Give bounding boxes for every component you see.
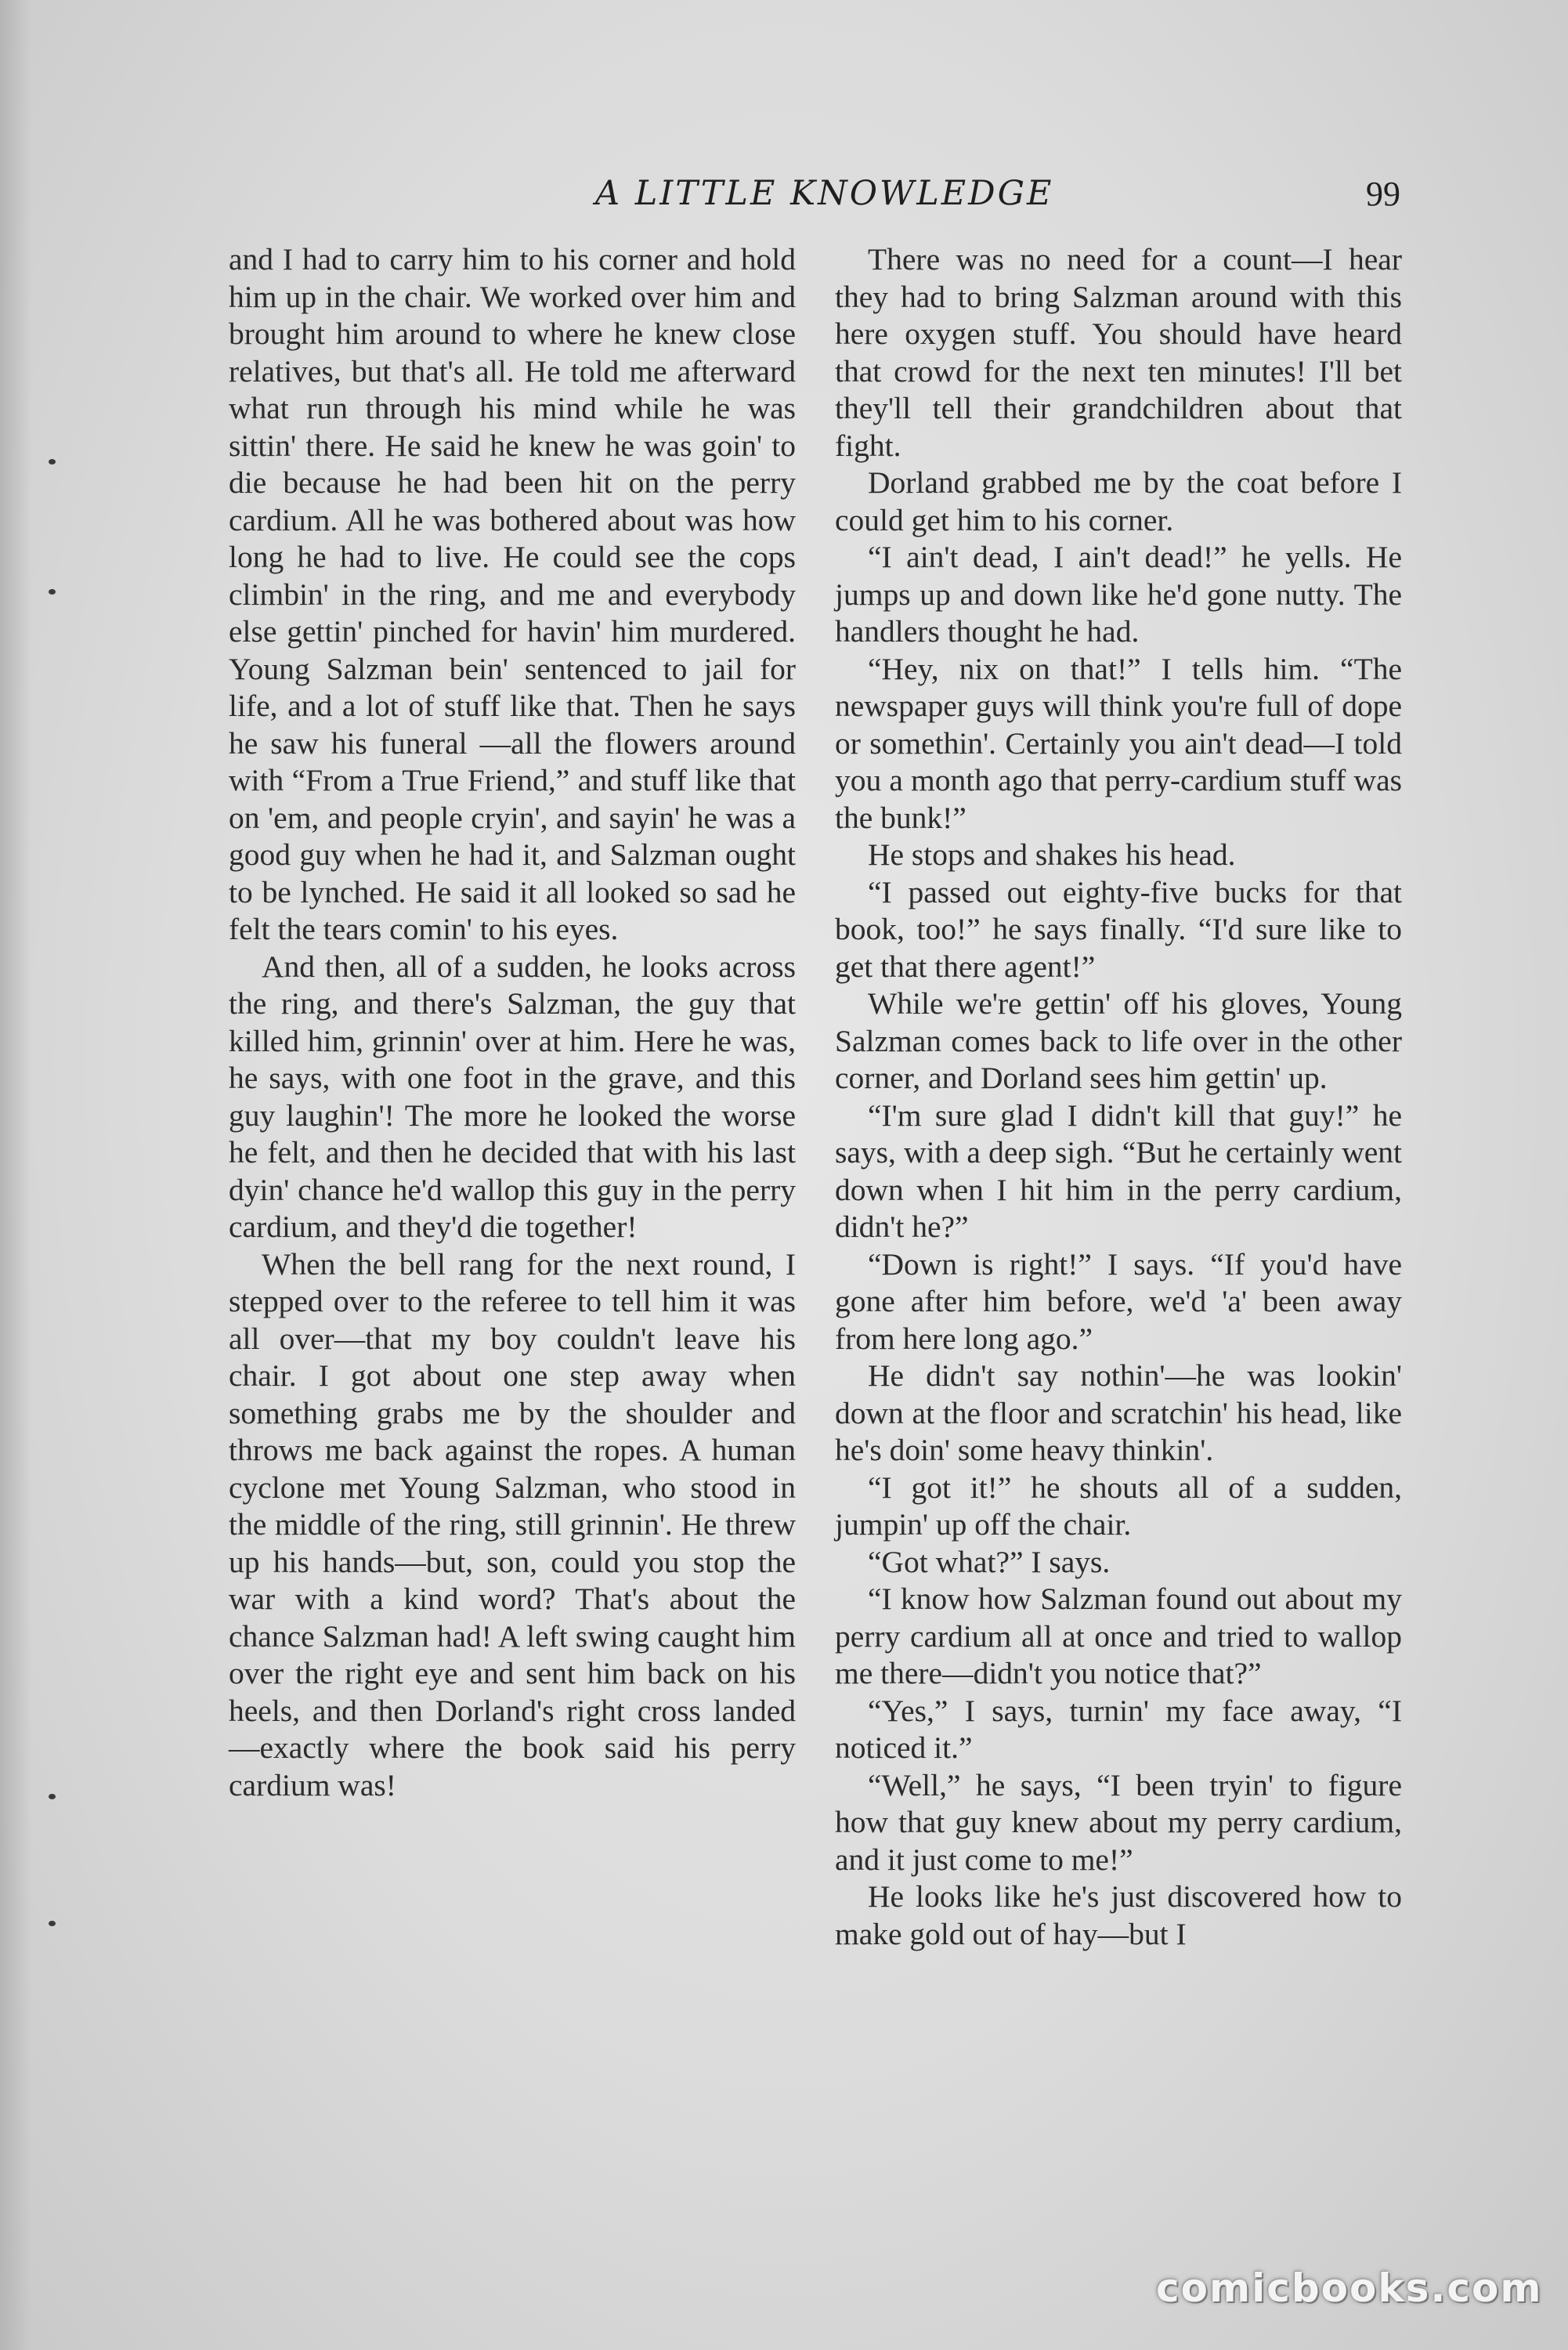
binding-hole-mark [49,589,56,595]
paragraph: He looks like he's just discovered how to make gold out of hay—but I [835,1879,1402,1951]
paragraph: “Down is right!” I says. “If you'd have gone after him before, we'd 'a' been away from here long ago.” [835,1246,1402,1356]
paragraph: “Yes,” I says, turnin' my face away, “I noticed it.” [835,1693,1402,1765]
right-text-column [835,241,1402,1953]
page-number: 99 [1366,175,1400,213]
paragraph: “Got what?” I says. [868,1544,1111,1579]
paragraph: “I passed out eighty-five bucks for that book, too!” he says finally. “I'd sure like to get that there agent!” [835,874,1402,984]
paragraph: There was no need for a count—I hear they had to bring Salzman around with this here oxygen stuff. You should have heard that crowd for the next ten minutes! I'll bet they'll tell their grandchildren about that fight. [835,242,1402,463]
watermark-logo: comicbooks.com [1156,2265,1543,2311]
running-header-title: A LITTLE KNOWLEDGE [595,174,1054,213]
paragraph: When the bell rang for the next round, I stepped over to the referee to tell him it was all over—that my boy couldn't leave his chair. I got about one step away when something grabs me by the shoulder and throws me back against the ropes. A human cyclone met Young Salzman, who stood in the middle of the ring, still grinnin'. He threw up his hands—but, son, could you stop the war with a kind word? That's about the chance Salzman had! A left swing caught him over the right eye and sent him back on his heels, and then Dorland's right cross landed—exactly where the book said his perry cardium was! [229,1246,796,1802]
binding-hole-mark [49,459,56,465]
binding-hole-mark [49,1794,56,1799]
paragraph: “Well,” he says, “I been tryin' to figure how that guy knew about my perry cardium, and it just come to me!” [835,1767,1402,1877]
page-edge-shadow [0,0,31,2350]
paragraph: “I know how Salzman found out about my perry cardium all at once and tried to wallop me there—didn't you notice that?” [835,1582,1402,1690]
paragraph: Dorland grabbed me by the coat before I could get him to his corner. [835,465,1402,537]
paragraph: And then, all of a sudden, he looks across the ring, and there's Salzman, the guy that killed him, grinnin' over at him. Here he was, he says, with one foot in the grave, and this guy laughin'! The more he looked the worse he felt, and then he decided that with his last dyin' chance he'd wallop this guy in the perry cardium, and they'd die together! [229,949,796,1244]
paragraph: He didn't say nothin'—he was lookin' down at the floor and scratchin' his head, like he's doin' some heavy thinkin'. [835,1358,1402,1467]
paragraph: “I got it!” he shouts all of a sudden, jumpin' up off the chair. [835,1470,1402,1542]
paragraph: “I'm sure glad I didn't kill that guy!” he says, with a deep sigh. “But he certainly went down when I hit him in the perry cardium, didn't he?” [835,1097,1402,1244]
left-text-column [229,241,796,1804]
paragraph: “I ain't dead, I ain't dead!” he yells. He jumps up and down like he'd gone nutty. The handlers thought he had. [835,540,1402,649]
paragraph: He stops and shakes his head. [868,837,1236,872]
paragraph: While we're gettin' off his gloves, Young Salzman comes back to life over in the other corner, and Dorland sees him gettin' up. [835,986,1402,1095]
binding-hole-mark [49,1921,56,1926]
paragraph: “Hey, nix on that!” I tells him. “The newspaper guys will think you're full of dope or somethin'. Certainly you ain't dead—I told you a month ago that perry-cardium stuff was the bunk!” [835,651,1402,835]
paragraph: and I had to carry him to his corner and hold him up in the chair. We worked over him and brought him around to where he knew close relatives, but that's all. He told me afterward what run through his mind while he was sittin' there. He said he knew he was goin' to die because he had been hit on the perry cardium. All he was bothered about was how long he had to live. He could see the cops climbin' in the ring, and me and everybody else gettin' pinched for havin' him murdered. Young Salzman bein' sentenced to jail for life, and a lot of stuff like that. Then he says he saw his funeral —all the flowers around with “From a True Friend,” and stuff like that on 'em, and people cryin', and sayin' he was a good guy when he had it, and Salzman ought to be lynched. He said it all looked so sad he felt the tears comin' to his eyes. [229,242,796,946]
